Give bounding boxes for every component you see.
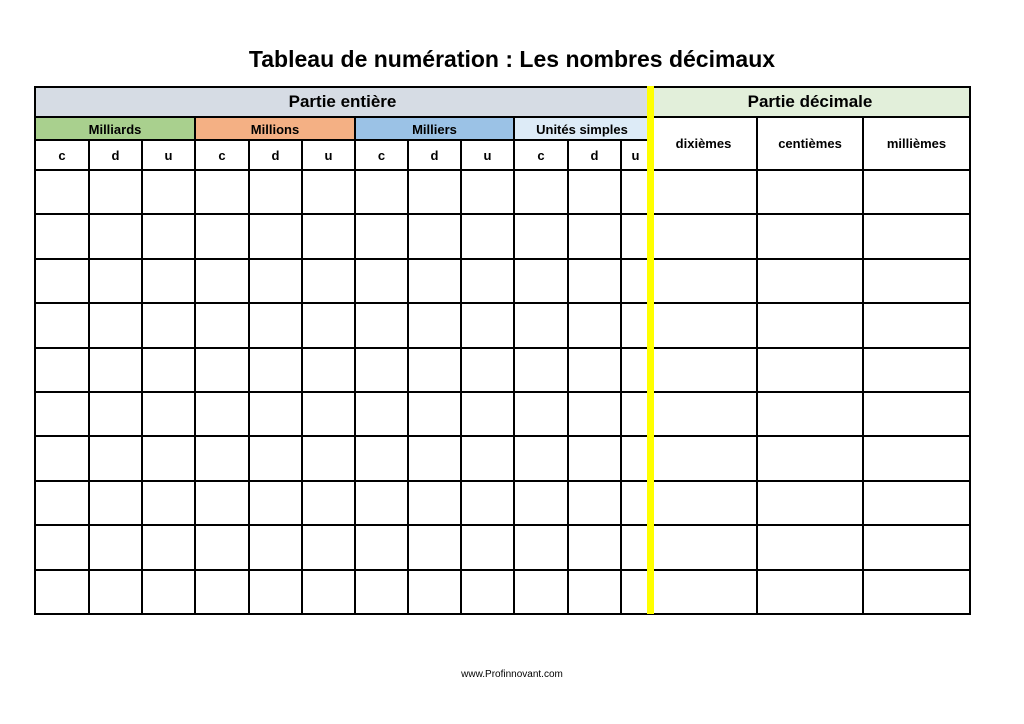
table-cell — [514, 170, 568, 214]
table-cell — [142, 436, 195, 480]
grid-line-h — [34, 302, 971, 304]
table-cell — [568, 303, 621, 347]
table-cell — [249, 214, 302, 258]
table-cell — [302, 214, 355, 258]
table-cell — [355, 259, 408, 303]
grid-line-h — [34, 347, 971, 349]
table-cell — [621, 436, 650, 480]
table-cell — [461, 436, 514, 480]
table-cell — [863, 392, 970, 436]
table-cell — [514, 259, 568, 303]
table-cell — [302, 170, 355, 214]
place-label-u: u — [164, 147, 173, 163]
table-cell — [568, 392, 621, 436]
table-cell — [863, 214, 970, 258]
grid-line-v — [567, 140, 569, 615]
table-cell — [514, 525, 568, 569]
table-cell — [514, 570, 568, 614]
table-cell — [195, 348, 249, 392]
place-label-d: d — [111, 147, 120, 163]
table-cell — [35, 214, 89, 258]
table-cell — [249, 570, 302, 614]
table-cell — [461, 259, 514, 303]
table-cell — [568, 348, 621, 392]
table-cell — [863, 348, 970, 392]
table-cell — [650, 214, 757, 258]
grid-line-top — [34, 86, 971, 88]
table-cell — [621, 570, 650, 614]
table-cell — [142, 170, 195, 214]
table-cell — [142, 392, 195, 436]
table-cell — [249, 348, 302, 392]
table-cell — [568, 525, 621, 569]
grid-line-v — [407, 140, 409, 615]
table-cell — [650, 303, 757, 347]
table-cell — [302, 348, 355, 392]
place-label-u: u — [631, 147, 640, 163]
table-cell — [514, 436, 568, 480]
table-cell — [621, 392, 650, 436]
table-cell — [195, 170, 249, 214]
table-cell — [757, 348, 863, 392]
table-cell — [35, 436, 89, 480]
grid-line-v — [460, 140, 462, 615]
table-cell — [757, 525, 863, 569]
table-cell — [514, 392, 568, 436]
table-cell — [249, 525, 302, 569]
grid-line-v — [620, 140, 622, 615]
table-cell — [355, 170, 408, 214]
table-cell — [408, 436, 461, 480]
table-cell — [249, 392, 302, 436]
table-cell — [568, 570, 621, 614]
table-cell — [408, 570, 461, 614]
table-cell — [142, 348, 195, 392]
table-cell — [195, 525, 249, 569]
table-cell — [650, 525, 757, 569]
grid-line-v — [141, 140, 143, 615]
table-cell — [863, 481, 970, 525]
table-cell — [302, 481, 355, 525]
place-label-u: u — [324, 147, 333, 163]
grid-line-h — [34, 569, 971, 571]
table-cell — [757, 392, 863, 436]
place-label-u: u — [483, 147, 492, 163]
table-cell — [568, 170, 621, 214]
table-cell — [461, 348, 514, 392]
table-cell — [757, 481, 863, 525]
table-cell — [195, 392, 249, 436]
grid-line-v — [756, 117, 758, 615]
table-cell — [142, 481, 195, 525]
table-cell — [89, 170, 142, 214]
table-cell — [757, 436, 863, 480]
footer-website: www.Profinnovant.com — [461, 669, 563, 680]
grid-line-v — [862, 117, 864, 615]
table-cell — [621, 348, 650, 392]
table-cell — [249, 436, 302, 480]
table-cell — [302, 570, 355, 614]
table-cell — [568, 436, 621, 480]
grid-line-v — [88, 140, 90, 615]
table-cell — [408, 392, 461, 436]
table-cell — [355, 303, 408, 347]
table-cell — [621, 481, 650, 525]
table-cell — [461, 525, 514, 569]
table-cell — [621, 303, 650, 347]
table-cell — [461, 481, 514, 525]
table-cell — [302, 259, 355, 303]
decimal-header-2: millièmes — [886, 136, 947, 151]
table-cell — [408, 303, 461, 347]
table-cell — [621, 170, 650, 214]
table-cell — [302, 392, 355, 436]
table-cell — [621, 525, 650, 569]
table-cell — [142, 570, 195, 614]
grid-line-left — [34, 86, 36, 615]
decimal-header-1: centièmes — [778, 136, 842, 151]
grid-line-v — [248, 140, 250, 615]
table-cell — [568, 214, 621, 258]
place-label-c: c — [58, 147, 66, 163]
table-cell — [89, 259, 142, 303]
table-cell — [757, 303, 863, 347]
table-cell — [302, 303, 355, 347]
table-cell — [461, 303, 514, 347]
table-cell — [650, 481, 757, 525]
table-cell — [863, 303, 970, 347]
table-cell — [863, 570, 970, 614]
group-header-0: Milliards — [35, 117, 195, 140]
place-label-d: d — [430, 147, 439, 163]
table-cell — [461, 170, 514, 214]
table-cell — [461, 392, 514, 436]
group-header-2: Milliers — [355, 117, 514, 140]
table-cell — [142, 303, 195, 347]
table-cell — [757, 570, 863, 614]
table-cell — [355, 481, 408, 525]
table-cell — [461, 570, 514, 614]
table-cell — [863, 436, 970, 480]
table-cell — [514, 303, 568, 347]
table-cell — [650, 392, 757, 436]
table-cell — [461, 214, 514, 258]
place-label-c: c — [377, 147, 386, 163]
table-cell — [514, 214, 568, 258]
table-cell — [408, 170, 461, 214]
table-cell — [249, 303, 302, 347]
table-cell — [195, 303, 249, 347]
grid-line-v — [354, 117, 356, 615]
grid-line-h — [34, 524, 971, 526]
table-cell — [35, 303, 89, 347]
page-title: Tableau de numération : Les nombres décimaux — [248, 46, 776, 72]
decimal-separator-line — [647, 86, 654, 614]
table-cell — [35, 259, 89, 303]
table-cell — [35, 525, 89, 569]
table-cell — [195, 214, 249, 258]
grid-line-v — [301, 140, 303, 615]
table-cell — [89, 570, 142, 614]
table-cell — [89, 436, 142, 480]
table-cell — [621, 214, 650, 258]
group-header-1: Millions — [195, 117, 355, 140]
table-cell — [757, 214, 863, 258]
table-cell — [195, 259, 249, 303]
table-cell — [650, 570, 757, 614]
table-cell — [355, 348, 408, 392]
table-cell — [35, 570, 89, 614]
table-cell — [142, 214, 195, 258]
table-cell — [142, 259, 195, 303]
table-cell — [408, 481, 461, 525]
table-cell — [89, 392, 142, 436]
table-cell — [142, 525, 195, 569]
table-cell — [355, 570, 408, 614]
table-cell — [89, 525, 142, 569]
grid-line-v — [194, 117, 196, 615]
grid-line-h — [34, 613, 971, 615]
table-cell — [195, 436, 249, 480]
grid-line-right — [969, 86, 971, 615]
table-cell — [757, 170, 863, 214]
table-cell — [195, 481, 249, 525]
table-cell — [249, 259, 302, 303]
place-label-c: c — [537, 147, 545, 163]
table-cell — [863, 259, 970, 303]
table-cell — [408, 259, 461, 303]
grid-line-h — [34, 391, 971, 393]
header-partie-decimale: Partie décimale — [650, 87, 970, 117]
table-cell — [650, 259, 757, 303]
table-cell — [35, 348, 89, 392]
table-cell — [863, 525, 970, 569]
grid-line-h — [34, 116, 971, 118]
group-header-3: Unités simples — [514, 117, 650, 140]
table-cell — [650, 436, 757, 480]
table-cell — [89, 303, 142, 347]
grid-line-h — [34, 435, 971, 437]
table-cell — [35, 170, 89, 214]
table-cell — [514, 481, 568, 525]
table-cell — [514, 348, 568, 392]
place-label-c: c — [218, 147, 226, 163]
grid-line-h — [34, 169, 971, 171]
grid-line-h — [34, 213, 971, 215]
place-label-d: d — [590, 147, 599, 163]
table-cell — [302, 525, 355, 569]
table-cell — [355, 525, 408, 569]
grid-line-v — [513, 117, 515, 615]
table-cell — [650, 348, 757, 392]
table-cell — [408, 214, 461, 258]
table-cell — [195, 570, 249, 614]
table-cell — [568, 481, 621, 525]
table-cell — [249, 170, 302, 214]
table-cell — [863, 170, 970, 214]
table-cell — [89, 214, 142, 258]
decimal-header-0: dixièmes — [675, 136, 732, 151]
table-cell — [355, 214, 408, 258]
grid-line-h — [34, 258, 971, 260]
grid-line-h — [34, 139, 650, 141]
table-cell — [650, 170, 757, 214]
table-cell — [408, 348, 461, 392]
table-cell — [249, 481, 302, 525]
table-cell — [355, 436, 408, 480]
table-cell — [35, 481, 89, 525]
grid-line-h — [34, 480, 971, 482]
table-cell — [408, 525, 461, 569]
table-cell — [89, 348, 142, 392]
table-cell — [355, 392, 408, 436]
table-cell — [89, 481, 142, 525]
table-cell — [568, 259, 621, 303]
table-cell — [621, 259, 650, 303]
table-cell — [757, 259, 863, 303]
table-cell — [35, 392, 89, 436]
place-label-d: d — [271, 147, 280, 163]
table-cell — [302, 436, 355, 480]
header-partie-entiere: Partie entière — [35, 87, 650, 117]
